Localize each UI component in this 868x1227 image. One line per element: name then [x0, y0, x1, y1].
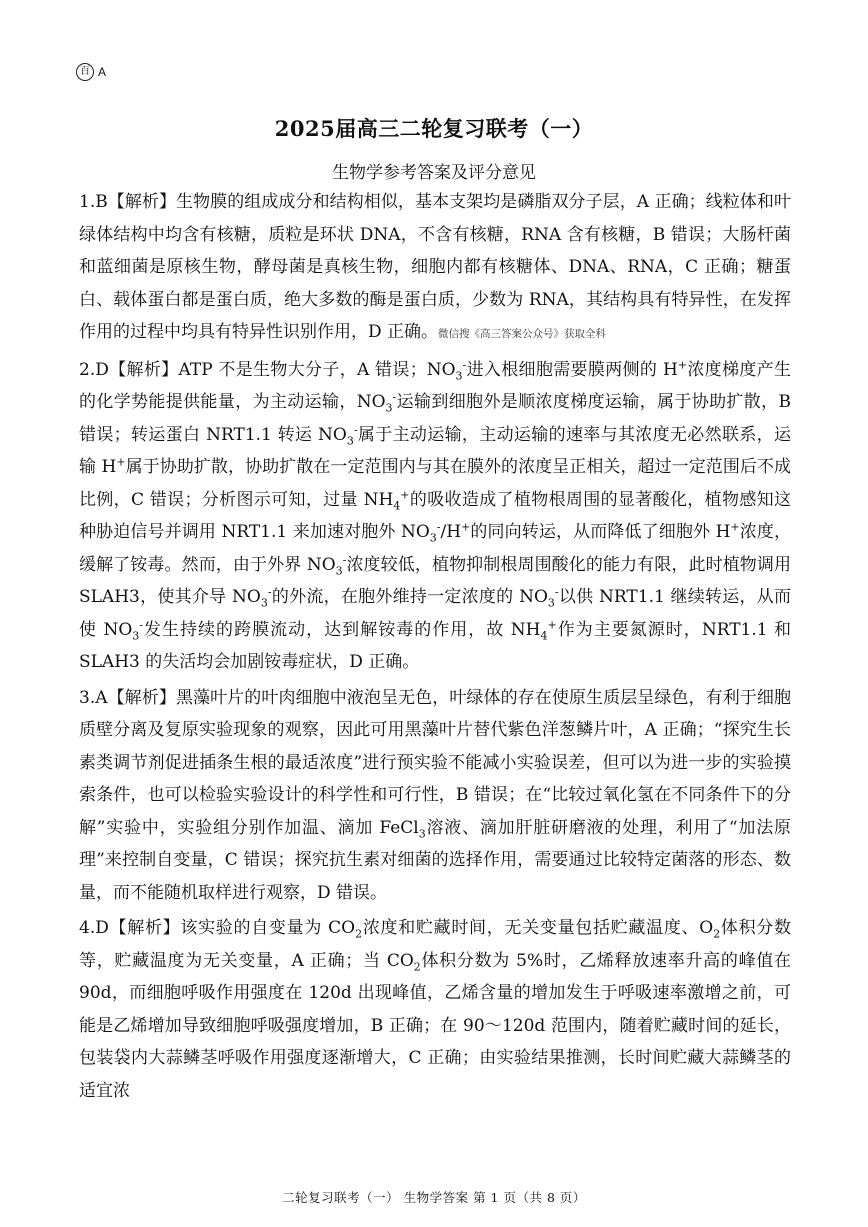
answer-2-text: 的同向转运，从而降低了细胞外 H: [470, 522, 731, 542]
answer-4-text: 该实验的自变量为 CO: [180, 918, 356, 938]
answer-2-text: 作为主要氮源时，NRT1.1 和 SLAH3 的失活均会加剧铵毒症状，D 正确。: [79, 619, 791, 672]
page-title: 2025届高三二轮复习联考（一）: [274, 116, 594, 141]
superscript: -: [342, 552, 347, 566]
answer-4-text: 体积分数等，贮藏温度为无关变量，A 正确；当 CO: [79, 918, 792, 971]
superscript: +: [730, 520, 740, 534]
answer-2-text: 浓度，缓解了铵毒。然而，由于外界 NO: [79, 522, 791, 575]
superscript: -: [139, 617, 143, 631]
answer-2-text: 属于协助扩散，协助扩散在一定范围内与其在膜外的浓度呈正相关，超过一定范围后不成比例，C 错误；分析图示可知，过量 NH: [79, 457, 791, 510]
page-subtitle: 生物学参考答案及评分意见: [332, 163, 536, 183]
superscript: -: [267, 585, 272, 599]
subscript: 3: [429, 531, 437, 545]
superscript: +: [677, 357, 687, 371]
answer-2-text: 浓度梯度产生的化学势能提供能量，为主动运输，NO: [79, 359, 791, 412]
answer-2-text: 的外流，在胞外维持一定浓度的 NO: [271, 587, 548, 607]
subject-badge: [76, 63, 106, 81]
answer-1: [79, 186, 791, 351]
subscript: 3: [418, 826, 426, 840]
answer-3-text: 溶液、滴加肝脏研磨液的处理，利用了“加法原理”来控制自变量，C 错误；探究抗生素对细菌的选择作用，需要通过比较特定菌落的形态、数量，而不能随机取样进行观察，D 错误。: [79, 817, 791, 903]
answer-2-text: /H: [440, 522, 462, 542]
answer-content: [79, 186, 791, 1110]
subscript: 3: [455, 368, 463, 382]
answer-4-text: 浓度和贮藏时间，无关变量包括贮藏温度、O: [362, 918, 714, 938]
subscript: 3: [132, 628, 140, 642]
subscript: 3: [385, 401, 393, 415]
answer-3-lead: 3.A【解析】: [79, 687, 176, 708]
answer-2-text: ATP 不是生物大分子，A 错误；NO: [178, 359, 456, 380]
answer-4-lead: 4.D【解析】: [79, 918, 181, 938]
superscript: -: [462, 357, 467, 371]
superscript: -: [436, 520, 441, 534]
answer-2: [79, 354, 791, 679]
subscript: 4: [393, 498, 401, 512]
badge-letter: A: [98, 65, 107, 79]
superscript: +: [116, 455, 126, 469]
answer-2-text: 以供 NRT1.1 继续转运，从而使 NO: [79, 587, 791, 640]
badge-circle-char: 百: [76, 63, 94, 81]
subscript: 2: [413, 959, 421, 973]
answer-1-text: 生物膜的组成成分和结构相似，基本支架均是磷脂双分子层，A 正确；线粒体和叶绿体结构中均含有核糖，质粒是环状 DNA，不含有核糖，RNA 含有核糖，B 错误；大肠杆菌和蓝细菌是原核生物，酵母菌是真核生物，细胞内都有核糖体、DNA、RNA，C 正确；糖蛋白、载体蛋白都是蛋白质，绝大多数的酶是蛋白质，少数为 RNA，其结构具有特异性，在发挥作用的过程中均具有特异性识别作用，D 正确。: [79, 192, 791, 342]
superscript: +: [547, 617, 557, 631]
subscript: 3: [260, 596, 268, 610]
superscript: -: [392, 390, 397, 404]
answer-3-text: 黑藻叶片的叶肉细胞中液泡呈无色，叶绿体的存在使原生质层呈绿色，有利于细胞质壁分离及复原实验现象的观察，因此可用黑藻叶片替代紫色洋葱鳞片叶，A 正确；“探究生长素类调节剂促进插条生根的最适浓度”进行预实验不能减小实验误差，但可以为进一步的实验摸索条件，也可以检验实验设计的科学性和可行性，B 错误；在“比较过氧化氢在不同条件下的分解”实验中，实验组分别作加温、滴加 FeCl: [79, 687, 791, 838]
answer-1-lead: 1.B【解析】: [79, 192, 177, 212]
superscript: +: [400, 487, 410, 501]
superscript: -: [353, 422, 358, 436]
answer-2-lead: 2.D【解析】: [79, 359, 179, 380]
answer-2-text: 属于主动运输，主动运输的速率与其浓度无必然联系，运输 H: [79, 424, 791, 477]
answer-2-text: 运输到细胞外是顺浓度梯度运输，属于协助扩散，B 错误；转运蛋白 NRT1.1 转运 NO: [79, 392, 791, 445]
subscript: 3: [335, 563, 343, 577]
subscript: 3: [547, 596, 555, 610]
answer-2-text: 浓度较低，植物抑制根周围酸化的能力有限，此时植物调用 SLAH3，使其介导 NO: [79, 554, 791, 607]
answer-4-text: 体积分数为 5%时，乙烯释放速率升高的峰值在 90d，而细胞呼吸作用强度在 120d 出现峰值，乙烯含量的增加发生于呼吸速率激增之前，可能是乙烯增加导致细胞呼吸强度增加，B 正确；在 90～120d 范围内，随着贮藏时间的延长，包装袋内大蒜鳞茎呼吸作用强度逐渐增大，C 正确；由实验结果推测，长时间贮藏大蒜鳞茎的适宜浓: [79, 950, 791, 1101]
subscript: 2: [713, 927, 721, 941]
subscript: 2: [355, 927, 363, 941]
answer-3: [79, 682, 791, 910]
answer-2-text: 进入根细胞需要膜两侧的 H: [466, 359, 678, 380]
answer-2-text: 的吸收造成了植物根周围的显著酸化，植物感知这种胁迫信号并调用 NRT1.1 来加速对胞外 NO: [79, 489, 791, 542]
answer-4: [79, 912, 791, 1107]
superscript: -: [554, 585, 559, 599]
page-footer: 二轮复习联考（一） 生物学答案 第 1 页（共 8 页）: [282, 1190, 586, 1205]
subscript: 4: [540, 628, 548, 642]
answer-2-text: 发生持续的跨膜流动，达到解铵毒的作用，故 NH: [142, 619, 541, 640]
subscript: 3: [346, 433, 354, 447]
answer-1-note: 微信搜《高三答案公众号》获取全科: [438, 328, 607, 340]
superscript: +: [461, 520, 471, 534]
